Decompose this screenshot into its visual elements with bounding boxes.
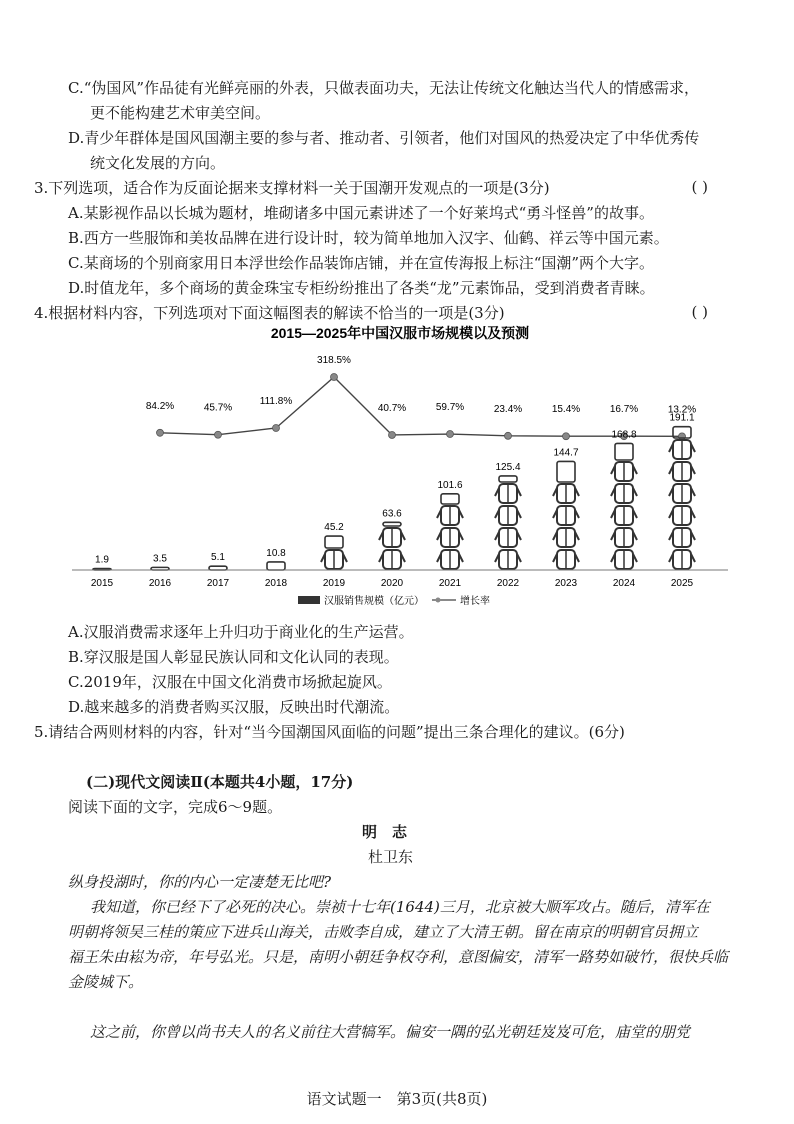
growth-rate-point: [157, 429, 164, 436]
sales-bar: [553, 461, 579, 569]
hanfu-market-chart: [60, 320, 740, 620]
growth-rate-line: [160, 377, 682, 436]
q3-option-a: A.某影视作品以长城为题材，堆砌诸多中国元素讲述了一个好莱坞式“勇斗怪兽”的故事。: [68, 204, 654, 222]
article-author: 杜卫东: [368, 848, 414, 866]
x-tick-label: 2015: [90, 578, 114, 589]
page-footer: 语文试题一 第3页(共8页): [306, 1090, 488, 1108]
x-tick-label: 2019: [322, 578, 346, 589]
sales-bar: [611, 443, 637, 569]
legend-line-label: 增长率: [460, 596, 490, 607]
q3-option-c: C.某商场的个别商家用日本浮世绘作品装饰店铺，并在宣传海报上标注“国潮”两个大字。: [68, 254, 655, 272]
growth-rate-point: [273, 425, 280, 432]
sales-bar: [267, 562, 285, 570]
bar-value-label: 1.9: [95, 554, 109, 566]
growth-rate-point: [447, 431, 454, 438]
q2-option-d-line2: 统文化发展的方向。: [90, 154, 226, 172]
bar-value-label: 191.1: [669, 412, 695, 424]
bar-value-label: 101.6: [437, 479, 463, 491]
x-tick-label: 2022: [496, 578, 520, 589]
sales-bar: [437, 494, 463, 569]
q3-option-d: D.时值龙年，多个商场的黄金珠宝专柜纷纷推出了各类“龙”元素饰品，受到消费者青睐。: [68, 279, 655, 297]
growth-rate-point: [563, 433, 570, 440]
growth-rate-label: 111.8%: [259, 396, 293, 407]
q4-option-c: C.2019年，汉服在中国文化消费市场掀起旋风。: [68, 673, 392, 691]
section-heading: (二)现代文阅读Ⅱ(本题共4小题，17分): [86, 773, 354, 791]
legend-bar-label: 汉服销售规模（亿元）: [324, 596, 424, 607]
q3-stem: 3.下列选项，适合作为反面论据来支撑材料一关于国潮开发观点的一项是(3分): [34, 179, 550, 197]
q4-answer-paren: ( ): [691, 303, 708, 321]
q2-option-c-line1: C.“伪国风”作品徒有光鲜亮丽的外表，只做表面功夫，无法让传统文化触达当代人的情感需求，: [68, 79, 700, 97]
q2-option-d-line1: D.青少年群体是国风国潮主要的参与者、推动者、引领者，他们对国风的热爱决定了中华优秀传: [68, 129, 700, 147]
x-tick-label: 2017: [206, 578, 230, 589]
sales-bar: [669, 427, 695, 569]
growth-rate-point: [331, 374, 338, 381]
growth-rate-label: 84.2%: [145, 400, 175, 412]
q3-answer-paren: ( ): [691, 178, 708, 196]
growth-rate-label: 15.4%: [551, 404, 581, 416]
article-paragraph-2-line1: 我知道，你已经下了必死的决心。崇祯十七年(1644)三月，北京被大顺军攻占。随后，清军在: [90, 898, 710, 916]
chart-title: 2015—2025年中国汉服市场规模以及预测: [270, 325, 530, 341]
growth-rate-label: 13.2%: [667, 404, 697, 416]
sales-bar: [209, 566, 227, 570]
q5-stem: 5.请结合两则材料的内容，针对“当今国潮国风面临的问题”提出三条合理化的建议。(6分): [34, 723, 625, 741]
article-paragraph-2-line3: 福王朱由崧为帝，年号弘光。只是，南明小朝廷争权夺利，意图偏安，清军一路势如破竹，很快兵临: [68, 948, 729, 966]
growth-rate-label: 318.5%: [317, 355, 351, 366]
legend-line-marker: [436, 598, 441, 603]
x-tick-label: 2021: [438, 578, 462, 589]
q4-option-b: B.穿汉服是国人彰显民族认同和文化认同的表现。: [68, 648, 399, 666]
sales-bar: [321, 536, 347, 569]
q3-option-b: B.西方一些服饰和美妆品牌在进行设计时，较为简单地加入汉字、仙鹤、祥云等中国元素。: [68, 229, 669, 247]
article-title: 明 志: [362, 823, 408, 841]
section-instruction: 阅读下面的文字，完成6～9题。: [68, 798, 283, 816]
q4-stem: 4.根据材料内容，下列选项对下面这幅图表的解读不恰当的一项是(3分): [34, 304, 505, 322]
q4-option-d: D.越来越多的消费者购买汉服，反映出时代潮流。: [68, 698, 400, 716]
growth-rate-label: 23.4%: [493, 403, 523, 415]
bar-value-label: 5.1: [211, 552, 225, 564]
sales-bar: [379, 522, 405, 569]
article-paragraph-1: 纵身投湖时，你的内心一定凄楚无比吧?: [68, 873, 332, 891]
chart-legend: [298, 594, 490, 607]
growth-rate-point: [389, 431, 396, 438]
x-tick-label: 2016: [148, 578, 172, 589]
x-tick-label: 2018: [264, 578, 288, 589]
bar-value-label: 168.8: [611, 429, 637, 441]
q4-option-a: A.汉服消费需求逐年上升归功于商业化的生产运营。: [68, 623, 414, 641]
growth-rate-label: 45.7%: [203, 402, 233, 414]
growth-rate-label: 16.7%: [609, 404, 639, 416]
growth-rate-label: 40.7%: [377, 402, 407, 414]
sales-bar: [495, 476, 521, 569]
growth-rate-point: [505, 432, 512, 439]
bar-value-label: 144.7: [553, 447, 579, 459]
bar-value-label: 10.8: [266, 547, 286, 559]
x-tick-label: 2020: [380, 578, 404, 589]
bar-value-label: 63.6: [382, 508, 402, 520]
bar-value-label: 125.4: [495, 461, 521, 473]
article-paragraph-2-line2: 明朝将领吴三桂的策应下进兵山海关，击败李自成，建立了大清王朝。留在南京的明朝官员拥立: [68, 923, 699, 941]
growth-rate-label: 59.7%: [435, 402, 465, 414]
legend-bar-swatch: [298, 596, 320, 604]
article-paragraph-2-line4: 金陵城下。: [68, 973, 144, 991]
growth-rate-point: [215, 431, 222, 438]
bar-value-label: 3.5: [153, 553, 167, 565]
article-paragraph-3-line1: 这之前，你曾以尚书夫人的名义前往大营犒军。偏安一隅的弘光朝廷岌岌可危，庙堂的朋党: [90, 1023, 691, 1041]
bar-value-label: 45.2: [324, 522, 344, 534]
x-tick-label: 2024: [612, 578, 636, 589]
x-tick-label: 2023: [554, 578, 578, 589]
x-tick-label: 2025: [670, 578, 694, 589]
q2-option-c-line2: 更不能构建艺术审美空间。: [90, 104, 271, 122]
